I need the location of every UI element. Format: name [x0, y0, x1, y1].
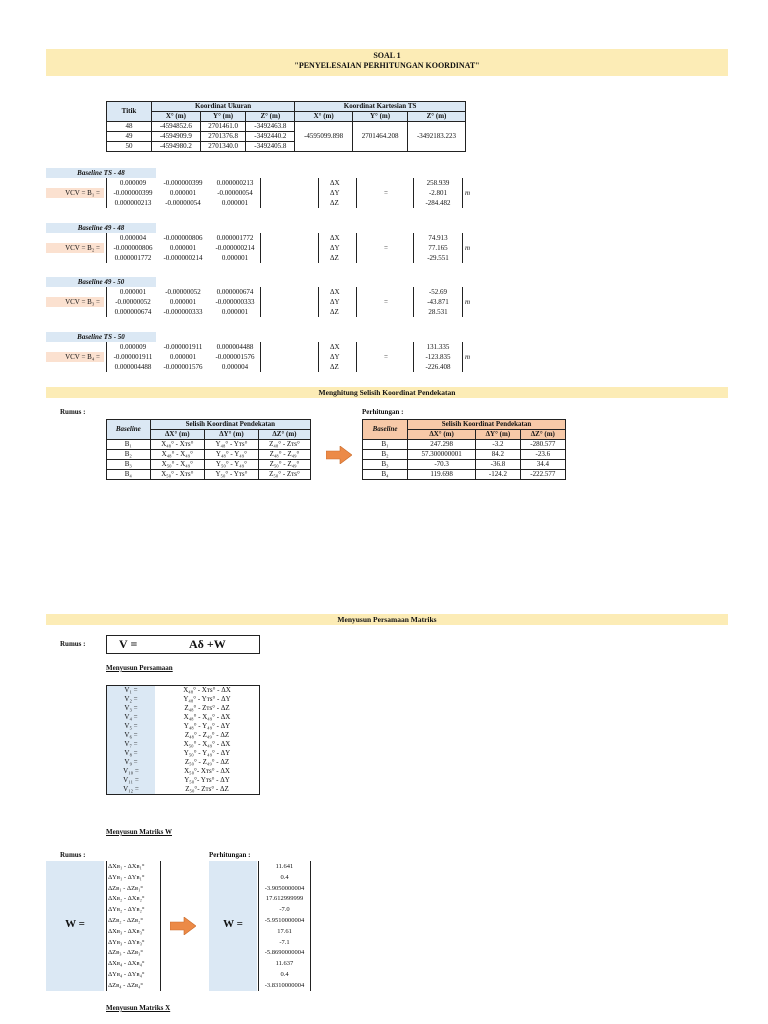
section-selisih-band: Menghitung Selisih Koordinat Pendekatan: [46, 387, 728, 398]
matrix-cell: -0.000001576: [163, 363, 203, 371]
cell: X₅₀° - Xᴛs°: [150, 470, 204, 480]
equation-expr: X₄₈° - X₄₉° - ΔX: [183, 713, 231, 721]
sub-header: Z° (m): [246, 112, 295, 122]
value-cell: -29.551: [427, 254, 449, 262]
w-formula-entry: ΔXʙ₁ - ΔXʙ₁°: [108, 863, 145, 870]
cell: -23.6: [520, 450, 565, 460]
cell: -222.577: [520, 470, 565, 480]
equation-label: V₁₁ =: [107, 776, 156, 785]
w-perhitungan-label: Perhitungan :: [209, 851, 251, 859]
value-bracket-left: [413, 178, 414, 208]
cell: -36.8: [476, 460, 520, 470]
matrix-cell: 0.000001: [119, 288, 147, 296]
table-row: [363, 470, 566, 480]
cell: B₄: [107, 470, 151, 480]
matrix-cell: 0.000001: [221, 254, 249, 262]
cell: -3.2: [476, 440, 520, 450]
value-cell: -43.871: [427, 298, 449, 306]
delta-label: ΔX: [330, 234, 340, 242]
sub-header: Y° (m): [353, 112, 408, 122]
cell: B₂: [107, 450, 151, 460]
value-cell: 74.913: [428, 234, 448, 242]
value-cell: 131.335: [426, 343, 450, 351]
value-cell: -123.835: [425, 353, 451, 361]
cell: -3492405.8: [246, 142, 295, 152]
cell: Z₅₀° - Zᴛs°: [258, 470, 310, 480]
sub-header: X° (m): [295, 112, 353, 122]
ts-z: -3492183.223: [408, 122, 466, 152]
w-value-entry: -3.8310000004: [264, 981, 305, 989]
list-item: [107, 758, 260, 767]
perhitungan-label: Perhitungan :: [362, 408, 404, 416]
cell: Y₄₈° - Y₄₉°: [204, 450, 258, 460]
group-header: Selisih Koordinat Pendekatan: [150, 420, 310, 430]
cell: Y₅₀° - Yᴛs°: [204, 470, 258, 480]
cell: 34.4: [520, 460, 565, 470]
delta-bracket-right: [356, 287, 357, 317]
cell: B₃: [107, 460, 151, 470]
group-header: Selisih Koordinat Pendekatan: [408, 420, 566, 430]
ts-y: 2701464.208: [353, 122, 408, 152]
cell: 2701461.0: [200, 122, 246, 132]
value-cell: -2.801: [428, 189, 448, 197]
cell: Y₅₀° - Y₄₉°: [204, 460, 258, 470]
matrix-bracket-right: [260, 233, 261, 263]
w-formula-entry: ΔZʙ₄ - ΔZʙ₄°: [108, 981, 143, 989]
equation-expr: X₅₀°- Xᴛs° - ΔX: [184, 767, 230, 775]
delta-bracket-left: [318, 342, 319, 372]
matrix-bracket-right: [260, 287, 261, 317]
cell: 119.698: [408, 470, 476, 480]
vcv-label: VCV = B₃ =: [46, 297, 104, 307]
cell: 2701376.8: [200, 132, 246, 142]
group-ukuran: Koordinat Ukuran: [152, 102, 295, 112]
sub-header: Y° (m): [200, 112, 246, 122]
value-cell: 77.165: [428, 244, 448, 252]
selisih-formula-table: [106, 419, 311, 480]
cell: 49: [107, 132, 152, 142]
w-formula-entry: ΔZʙ₃ - ΔZʙ₃°: [108, 949, 143, 957]
w-value-entry: 0.4: [280, 873, 289, 881]
equation-label: V₉ =: [107, 758, 156, 767]
sub-header: X° (m): [152, 112, 201, 122]
matrix-cell: -0.000000806: [163, 234, 203, 242]
group-ts: Koordinat Kartesian TS: [295, 102, 466, 112]
list-item: [107, 767, 260, 776]
title-line2: "PENYELESAIAN PERHITUNGAN KOORDINAT": [294, 61, 480, 70]
cell: -3492463.8: [246, 122, 295, 132]
w-value-entry: -3.9050000004: [264, 884, 305, 892]
equation-label: V₂ =: [107, 695, 156, 704]
equation-label: V₈ =: [107, 749, 156, 758]
matrix-cell: 0.000009: [119, 179, 147, 187]
baseline-title: Baseline TS - 50: [46, 332, 156, 342]
list-item: [107, 776, 260, 785]
matrix-cell: 0.000001772: [216, 234, 254, 242]
matrix-cell: -0.000000399: [113, 189, 153, 197]
table-row: [107, 470, 311, 480]
w-value-entry: 0.4: [280, 971, 289, 978]
equation-expr: Z₅₀°- Zᴛs° - ΔZ: [185, 785, 229, 793]
matrix-cell: 0.000000674: [216, 288, 254, 296]
equation-label: V₄ =: [107, 713, 156, 722]
equation-expr: X₅₀° - X₄₉° - ΔX: [183, 740, 231, 748]
cell: X₄₈° - Xᴛs°: [150, 440, 204, 450]
value-cell: -226.408: [425, 363, 451, 371]
matrix-cell: -0.000001911: [163, 343, 203, 351]
matrix-cell: -0.000001911: [113, 353, 153, 361]
w-value-entry: -7.1: [279, 938, 290, 946]
list-item: [107, 785, 260, 795]
matrix-bracket-left: [106, 342, 107, 372]
delta-label: ΔY: [330, 189, 340, 197]
list-item: [107, 695, 260, 704]
w-formula-entry: ΔXʙ₄ - ΔXʙ₄°: [108, 960, 145, 968]
cell: 247.298: [408, 440, 476, 450]
equation-label: V₆ =: [107, 731, 156, 740]
matrix-cell: -0.000000214: [163, 254, 203, 262]
matrix-cell: -0.00000054: [165, 199, 201, 207]
cell: Z₅₀° - Z₄₉°: [258, 460, 310, 470]
w-value-entry: -5.8690000004: [264, 949, 305, 957]
rumus-label: Rumus :: [60, 408, 86, 416]
matrix-cell: 0.000001: [169, 298, 197, 306]
matrix-cell: 0.000001: [169, 244, 197, 252]
table-row: [363, 440, 566, 450]
value-bracket-right: [462, 287, 463, 317]
list-item: [107, 731, 260, 740]
matrix-cell: -0.000000806: [113, 244, 153, 252]
cell: Y₄₈° - Yᴛs°: [204, 440, 258, 450]
cell: B₃: [363, 460, 408, 470]
cell: -4594909.9: [152, 132, 201, 142]
w-value-entry: -7.0: [279, 906, 290, 914]
matrix-cell: 0.000000674: [114, 308, 152, 316]
matrix-cell: 0.000001: [221, 199, 249, 207]
matrix-cell: 0.000000213: [216, 179, 254, 187]
equation-expr: Y₄₈° - Y₄₉° - ΔY: [183, 722, 231, 730]
value-cell: 28.531: [428, 308, 448, 316]
list-item: [107, 749, 260, 758]
equation-expr: Y₅₀°- Yᴛs° - ΔY: [184, 776, 230, 784]
matrix-cell: -0.000001576: [215, 353, 255, 361]
matrix-cell: 0.000004: [119, 234, 147, 242]
persamaan-table: [106, 685, 260, 795]
table-row: [107, 460, 311, 470]
w-value-entry: -5.9510000004: [264, 917, 305, 924]
matrix-cell: 0.000001772: [114, 254, 152, 262]
w-formula-entry: ΔZʙ₁ - ΔZʙ₁°: [108, 884, 143, 892]
sub-header: Z° (m): [408, 112, 466, 122]
matrix-bracket-right: [260, 178, 261, 208]
matrix-cell: 0.000001: [169, 189, 197, 197]
delta-label: ΔY: [330, 244, 340, 252]
sub-header: ΔX° (m): [150, 430, 204, 440]
cell: 57.300000001: [408, 450, 476, 460]
value-bracket-left: [413, 342, 414, 372]
equation-expr: Z₄₈° - Z₄₉° - ΔZ: [184, 731, 230, 739]
w-formula-entry: ΔYʙ₁ - ΔYʙ₁°: [108, 873, 145, 881]
cell: B₁: [107, 440, 151, 450]
table-row: [107, 440, 311, 450]
equation-expr: X₄₈° - Xᴛs° - ΔX: [183, 686, 231, 694]
cell: 2701340.0: [200, 142, 246, 152]
delta-label: ΔZ: [330, 199, 339, 207]
vcv-label: VCV = B₄ =: [46, 352, 104, 362]
section-matriks-band: Menyusun Persamaan Matriks: [46, 614, 728, 625]
cell: -70.3: [408, 460, 476, 470]
w-formula-entry: ΔXʙ₃ - ΔXʙ₃°: [108, 927, 145, 935]
matrix-cell: -0.000000333: [215, 298, 255, 306]
cell: Z₄₈° - Zᴛs°: [258, 440, 310, 450]
equation-label: V₁₂ =: [107, 785, 156, 795]
persamaan-title: Menyusun Persamaan: [106, 664, 173, 672]
delta-label: ΔX: [330, 343, 340, 351]
w-formula-entry: ΔXʙ₂ - ΔXʙ₂°: [108, 895, 145, 903]
table-row: [363, 450, 566, 460]
value-cell: -284.482: [425, 199, 451, 207]
cell: -4594980.2: [152, 142, 201, 152]
w-formula-entry: ΔZʙ₂ - ΔZʙ₂°: [108, 917, 143, 924]
equals-sign: =: [384, 298, 388, 306]
cell: Z₄₈° - Z₄₉°: [258, 450, 310, 460]
delta-bracket-right: [356, 342, 357, 372]
delta-label: ΔX: [330, 179, 340, 187]
equation-label: V₅ =: [107, 722, 156, 731]
matriks-w-title: Menyusun Matriks W: [106, 828, 172, 836]
value-bracket-right: [462, 342, 463, 372]
baseline-title: Baseline 49 - 48: [46, 223, 156, 233]
matrix-cell: 0.000004: [221, 363, 249, 371]
matrix-cell: -0.000000399: [163, 179, 203, 187]
cell: -124.2: [476, 470, 520, 480]
matrix-cell: -0.00000052: [115, 298, 151, 306]
equals-sign: =: [384, 189, 388, 197]
unit-label: m: [465, 353, 471, 361]
equation-label: V₁₀ =: [107, 767, 156, 776]
vcv-label: VCV = B₂ =: [46, 243, 104, 253]
cell: -280.577: [520, 440, 565, 450]
table-row: [107, 122, 466, 132]
cell: B₄: [363, 470, 408, 480]
sub-header: ΔY° (m): [204, 430, 258, 440]
delta-bracket-left: [318, 178, 319, 208]
delta-label: ΔZ: [330, 363, 339, 371]
equation-expr: Y₅₀° - Y₄₉° - ΔY: [183, 749, 231, 757]
matrix-bracket-right: [260, 342, 261, 372]
sub-header: ΔZ° (m): [520, 430, 565, 440]
list-item: [107, 713, 260, 722]
matrix-bracket-left: [106, 178, 107, 208]
title-band: [46, 49, 728, 76]
w-value-entry: 17.612999999: [265, 895, 304, 903]
selisih-values-table: [362, 419, 566, 480]
matrix-cell: -0.000000214: [215, 244, 255, 252]
equals-sign: =: [384, 244, 388, 252]
col-baseline: Baseline: [107, 420, 151, 440]
bracket-left: [106, 861, 107, 991]
cell: -4594852.6: [152, 122, 201, 132]
coordinate-table: [106, 101, 466, 152]
sub-header: ΔZ° (m): [258, 430, 310, 440]
equation-rhs: Aδ +W: [189, 637, 226, 651]
delta-bracket-left: [318, 233, 319, 263]
baseline-title: Baseline 49 - 50: [46, 277, 156, 287]
matrix-cell: 0.000000213: [114, 199, 152, 207]
w-value-entry: 17.61: [277, 927, 292, 935]
list-item: [107, 722, 260, 731]
cell: B₂: [363, 450, 408, 460]
matrix-bracket-left: [106, 287, 107, 317]
equation-label: V₁ =: [107, 686, 156, 696]
equation-label: V₇ =: [107, 740, 156, 749]
unit-label: m: [465, 189, 471, 197]
delta-label: ΔY: [330, 353, 340, 361]
delta-label: ΔX: [330, 288, 340, 296]
matrix-cell: 0.000001: [169, 353, 197, 361]
cell: X₅₀° - X₄₉°: [150, 460, 204, 470]
arrow-right-icon: [326, 446, 352, 464]
matrix-cell: 0.000004488: [216, 343, 254, 351]
value-cell: 258.939: [426, 179, 450, 187]
sub-header: ΔX° (m): [408, 430, 476, 440]
matriks-x-title: Menyusun Matriks X: [106, 1004, 171, 1012]
delta-label: ΔZ: [330, 308, 339, 316]
equation-label: V₃ =: [107, 704, 156, 713]
w-values-label: W =: [223, 918, 243, 930]
equation-expr: Y₄₈° - Yᴛs° - ΔY: [183, 695, 231, 703]
matrix-cell: -0.000000333: [163, 308, 203, 316]
w-formula-label: W =: [65, 918, 85, 930]
w-value-entry: 11.637: [275, 960, 294, 968]
list-item: [107, 686, 260, 696]
matrix-cell: 0.000001: [221, 308, 249, 316]
table-row: [363, 460, 566, 470]
delta-label: ΔY: [330, 298, 340, 306]
value-bracket-left: [413, 233, 414, 263]
ts-x: -4595099.898: [295, 122, 353, 152]
equation-box: [106, 635, 260, 654]
w-formula-entry: ΔYʙ₂ - ΔYʙ₂°: [108, 906, 145, 914]
baseline-title: Baseline TS - 48: [46, 168, 156, 178]
bracket-right: [160, 861, 161, 991]
w-value-entry: 11.641: [275, 863, 294, 870]
col-titik: Titik: [107, 102, 152, 122]
w-formula-entry: ΔYʙ₃ - ΔYʙ₃°: [108, 938, 145, 946]
w-rumus-label: Rumus :: [60, 851, 86, 859]
equation-expr: Z₅₀° - Z₄₉° - ΔZ: [184, 758, 230, 766]
list-item: [107, 704, 260, 713]
matrix-cell: 0.000009: [119, 343, 147, 351]
value-bracket-right: [462, 233, 463, 263]
delta-bracket-left: [318, 287, 319, 317]
delta-label: ΔZ: [330, 254, 339, 262]
cell: 50: [107, 142, 152, 152]
value-bracket-left: [413, 287, 414, 317]
arrow-right-icon: [170, 917, 196, 935]
cell: 48: [107, 122, 152, 132]
equation-expr: Z₄₈° - Zᴛs° - ΔZ: [184, 704, 230, 712]
matrix-bracket-left: [106, 233, 107, 263]
w-formula-entry: ΔYʙ₄ - ΔYʙ₄°: [108, 971, 145, 978]
matrix-cell: -0.00000052: [165, 288, 201, 296]
delta-bracket-right: [356, 178, 357, 208]
cell: -3492440.2: [246, 132, 295, 142]
equals-sign: =: [384, 353, 388, 361]
delta-bracket-right: [356, 233, 357, 263]
sub-header: ΔY° (m): [476, 430, 520, 440]
cell: X₄₈° - X₄₉°: [150, 450, 204, 460]
matrix-cell: -0.00000054: [217, 189, 253, 197]
equation-lhs: V =: [119, 637, 138, 651]
cell: 84.2: [476, 450, 520, 460]
bracket-right: [310, 861, 311, 991]
value-bracket-right: [462, 178, 463, 208]
table-row: [107, 450, 311, 460]
matrix-cell: 0.000004488: [114, 363, 152, 371]
unit-label: m: [465, 298, 471, 306]
rumus-eq-label: Rumus :: [60, 640, 86, 648]
title-line1: SOAL 1: [373, 51, 401, 60]
value-cell: -52.69: [428, 288, 448, 296]
vcv-label: VCV = B₁ =: [46, 188, 104, 198]
list-item: [107, 740, 260, 749]
cell: B₁: [363, 440, 408, 450]
unit-label: m: [465, 244, 471, 252]
col-baseline: Baseline: [363, 420, 408, 440]
